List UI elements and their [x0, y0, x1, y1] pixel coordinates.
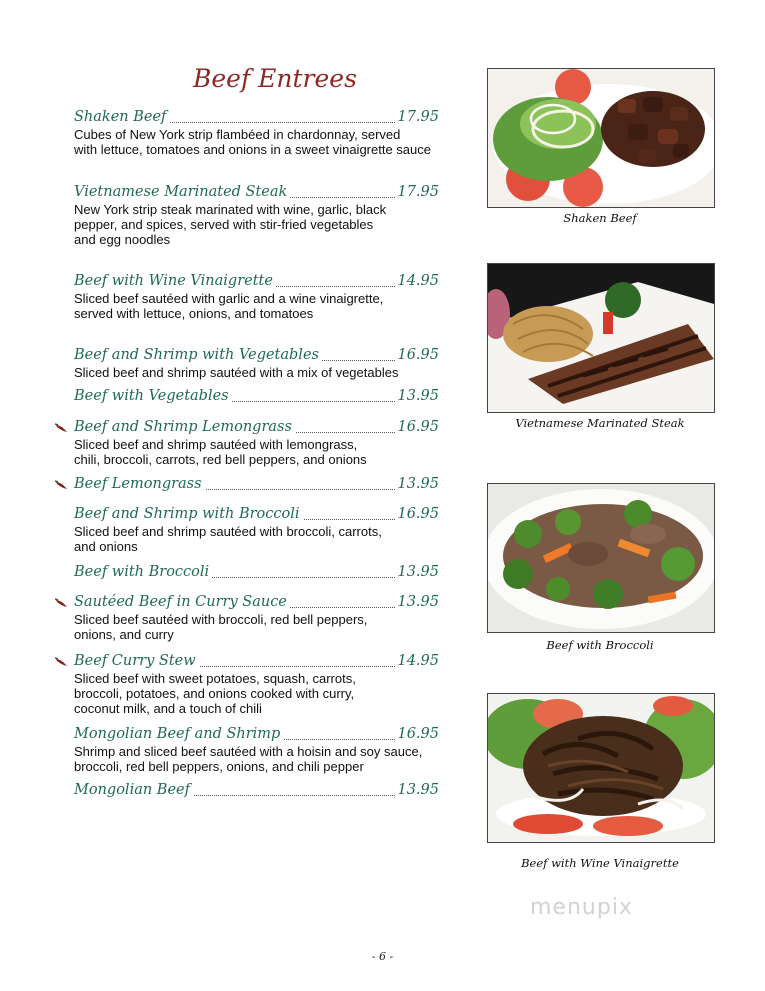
menu-item-price: 13.95 [397, 388, 439, 404]
menu-item-name: Beef and Shrimp with Broccoli [74, 506, 303, 522]
menu-item [74, 273, 439, 321]
menu-item-row [74, 273, 439, 293]
leader-dots [164, 795, 395, 796]
description-line: Sliced beef with sweet potatoes, squash, carrots, [74, 671, 356, 686]
photo-caption: Beef with Broccoli [546, 638, 654, 652]
menu-item-name: Shaken Beef [74, 109, 169, 125]
menu-item-row [74, 388, 439, 408]
menu-item-description [74, 612, 439, 642]
description-line: pepper, and spices, served with stir-fried vegetables [74, 217, 374, 232]
description-line: and onions [74, 539, 138, 554]
menu-item-description [74, 744, 439, 774]
menu-item [74, 476, 439, 496]
menu-item-description [74, 671, 439, 716]
menu-item-price: 13.95 [397, 476, 439, 492]
menu-item-description [74, 365, 439, 380]
menu-item-row [74, 594, 439, 614]
menu-item [74, 109, 439, 157]
menu-item-name: Mongolian Beef and Shrimp [74, 726, 283, 742]
menu-item-name: Beef Curry Stew [74, 653, 199, 669]
menu-item-description [74, 127, 439, 157]
description-line: New York strip steak marinated with wine, garlic, black [74, 202, 387, 217]
menu-item-price: 16.95 [397, 506, 439, 522]
menu-item-row [74, 506, 439, 526]
menu-item [74, 419, 439, 467]
menu-item-description [74, 202, 439, 247]
description-line: onions, and curry [74, 627, 174, 642]
photo-caption: Vietnamese Marinated Steak [515, 416, 685, 430]
description-line: Sliced beef and shrimp sautéed with a mix of vegetables [74, 365, 399, 380]
menu-item [74, 594, 439, 642]
menu-item-name: Beef with Wine Vinaigrette [74, 273, 276, 289]
menu-item [74, 653, 439, 716]
menu-item-row [74, 109, 439, 129]
menu-item [74, 506, 439, 554]
menu-item [74, 782, 439, 802]
menu-item-row [74, 726, 439, 746]
menu-item-price: 13.95 [397, 564, 439, 580]
menu-item-price: 16.95 [397, 726, 439, 742]
photo-beef-with-wine-vinaigrette [487, 693, 715, 843]
chili-icon [55, 422, 69, 434]
menu-item-description [74, 437, 439, 467]
chili-icon [55, 479, 69, 491]
menu-item-name: Vietnamese Marinated Steak [74, 184, 290, 200]
menu-item-name: Sautéed Beef in Curry Sauce [74, 594, 290, 610]
menu-item-price: 13.95 [397, 594, 439, 610]
description-line: Sliced beef and shrimp sautéed with lemongrass, [74, 437, 358, 452]
watermark: menupix [530, 895, 633, 920]
section-title: Beef Entrees [193, 64, 357, 93]
menu-item [74, 184, 439, 247]
menu-item-price: 16.95 [397, 419, 439, 435]
menu-item-row [74, 782, 439, 802]
photo-beef-with-broccoli [487, 483, 715, 633]
description-line: and egg noodles [74, 232, 171, 247]
menu-item [74, 347, 439, 380]
description-line: Shrimp and sliced beef sautéed with a hoisin and soy sauce, [74, 744, 423, 759]
description-line: served with lettuce, onions, and tomatoes [74, 306, 314, 321]
photo-vietnamese-marinated-steak [487, 263, 715, 413]
menu-item-name: Beef Lemongrass [74, 476, 205, 492]
menu-item-row [74, 419, 439, 439]
page-number: - 6 - [371, 950, 394, 963]
menu-item-price: 14.95 [397, 273, 439, 289]
photo-caption: Shaken Beef [563, 211, 637, 225]
menu-item-name: Beef and Shrimp with Vegetables [74, 347, 322, 363]
menu-item-row [74, 564, 439, 584]
description-line: Cubes of New York strip flambéed in chardonnay, served [74, 127, 401, 142]
description-line: coconut milk, and a touch of chili [74, 701, 262, 716]
leader-dots [164, 122, 395, 123]
menu-item-price: 17.95 [397, 109, 439, 125]
menu-item-price: 13.95 [397, 782, 439, 798]
description-line: broccoli, potatoes, and onions cooked with curry, [74, 686, 355, 701]
menu-item-price: 14.95 [397, 653, 439, 669]
chili-icon [55, 597, 69, 609]
menu-item-description [74, 291, 439, 321]
description-line: Sliced beef sautéed with garlic and a wine vinaigrette, [74, 291, 384, 306]
description-line: Sliced beef sautéed with broccoli, red bell peppers, [74, 612, 368, 627]
photo-caption: Beef with Wine Vinaigrette [521, 856, 679, 870]
menu-item [74, 388, 439, 408]
menu-item [74, 564, 439, 584]
description-line: broccoli, red bell peppers, onions, and chili pepper [74, 759, 364, 774]
description-line: with lettuce, tomatoes and onions in a sweet vinaigrette sauce [74, 142, 431, 157]
menu-item-name: Beef with Broccoli [74, 564, 212, 580]
menu-item-name: Mongolian Beef [74, 782, 193, 798]
photo-shaken-beef [487, 68, 715, 208]
menu-item-name: Beef with Vegetables [74, 388, 232, 404]
description-line: chili, broccoli, carrots, red bell peppers, and onions [74, 452, 367, 467]
menu-item [74, 726, 439, 774]
menu-item-row [74, 347, 439, 367]
menu-item-name: Beef and Shrimp Lemongrass [74, 419, 295, 435]
menu-item-price: 17.95 [397, 184, 439, 200]
chili-icon [55, 656, 69, 668]
menu-item-row [74, 653, 439, 673]
menu-item-description [74, 524, 439, 554]
menu-item-row [74, 184, 439, 204]
menu-item-row [74, 476, 439, 496]
description-line: Sliced beef and shrimp sautéed with broccoli, carrots, [74, 524, 382, 539]
menu-item-price: 16.95 [397, 347, 439, 363]
